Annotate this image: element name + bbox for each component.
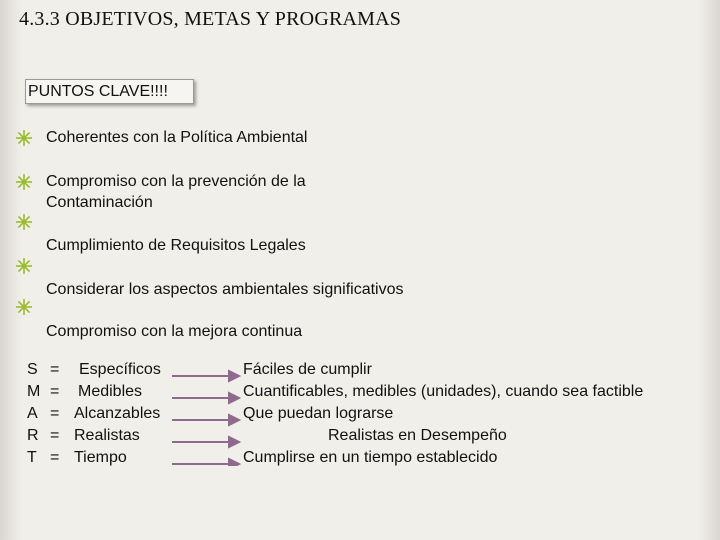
smart-word: Específicos <box>79 361 161 378</box>
smart-equals-sign: = <box>50 383 60 400</box>
right-arrow-icon <box>172 393 239 403</box>
smart-letter: T <box>27 449 37 466</box>
smart-equals <box>50 359 59 469</box>
sunburst-bullet-icon <box>15 213 33 231</box>
sunburst-bullet-icon <box>15 298 33 316</box>
smart-word: Alcanzables <box>74 405 161 422</box>
smart-meaning: Cumplirse en un tiempo establecido <box>243 449 498 466</box>
right-edge-shade <box>698 0 720 540</box>
smart-meaning: Que puedan lograrse <box>243 405 394 422</box>
smart-word: Realistas <box>74 427 140 444</box>
smart-meanings <box>243 359 643 469</box>
smart-letters <box>27 359 40 469</box>
smart-equals-sign: = <box>50 405 60 422</box>
slide-title: 4.3.3 OBJETIVOS, METAS Y PROGRAMAS <box>19 8 402 30</box>
smart-letter: A <box>27 405 38 422</box>
smart-meaning: Realistas en Desempeño <box>328 427 507 444</box>
sunburst-bullet-icon <box>15 129 33 147</box>
bullet-prevencion-contaminacion: Compromiso con la prevención de la Contaminación <box>46 173 306 211</box>
right-arrow-icon <box>172 459 239 466</box>
smart-meaning: Fáciles de cumplir <box>243 361 372 378</box>
sunburst-bullet-icon <box>15 173 33 191</box>
right-arrow-icon <box>172 371 239 381</box>
smart-equals-sign: = <box>50 427 60 444</box>
smart-letter: M <box>27 383 41 400</box>
smart-meaning: Cuantificables, medibles (unidades), cuando sea factible <box>243 383 644 400</box>
sunburst-bullet-icon <box>15 257 33 275</box>
smart-word: Tiempo <box>74 449 127 466</box>
smart-letter: R <box>27 427 39 444</box>
right-arrow-icon <box>172 415 239 425</box>
smart-words <box>74 359 161 469</box>
smart-equals-sign: = <box>50 449 60 466</box>
bullet-aspectos-ambientales: Considerar los aspectos ambientales significativos <box>46 281 404 298</box>
smart-word: Medibles <box>78 383 143 400</box>
smart-letter: S <box>27 361 38 378</box>
smart-arrows <box>170 366 242 466</box>
key-points-box: PUNTOS CLAVE!!!! <box>25 79 194 104</box>
right-arrow-icon <box>172 437 239 447</box>
bullet-requisitos-legales: Cumplimiento de Requisitos Legales <box>46 237 306 254</box>
smart-equals-sign: = <box>50 361 60 378</box>
bullet-mejora-continua: Compromiso con la mejora continua <box>46 323 303 340</box>
bullet-politica-ambiental: Coherentes con la Política Ambiental <box>46 129 308 146</box>
